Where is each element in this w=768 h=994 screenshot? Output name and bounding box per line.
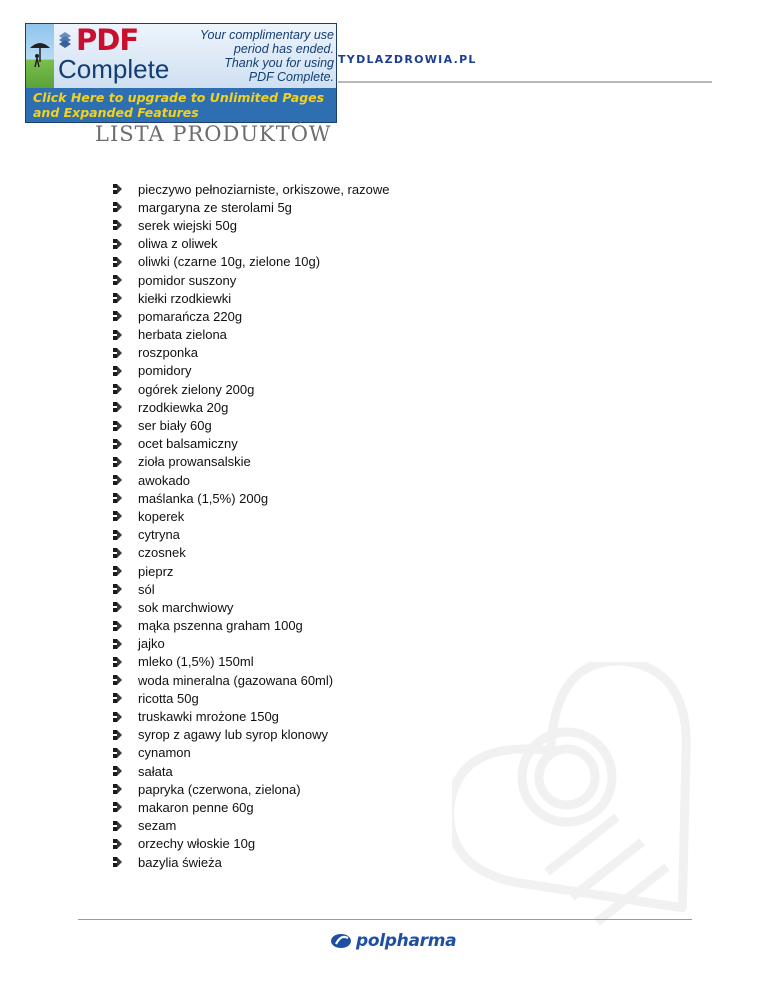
arrow-bullet-icon [112,820,123,832]
list-item [112,580,389,598]
arrow-bullet-icon [112,474,123,486]
arrow-bullet-icon [112,801,123,813]
product-name: bazylia świeża [138,854,222,870]
product-name: syrop z agawy lub syrop klonowy [138,727,329,743]
list-item [112,289,389,307]
list-item [112,544,389,562]
header-divider [338,81,712,83]
list-item [112,271,389,289]
arrow-bullet-icon [112,583,123,595]
arrow-bullet-icon [112,838,123,850]
product-name: herbata zielona [138,327,227,343]
list-item [112,562,389,580]
list-item [112,671,389,689]
list-item [112,744,389,762]
list-item [112,307,389,325]
arrow-bullet-icon [112,183,123,195]
arrow-bullet-icon [112,329,123,341]
arrow-bullet-icon [112,620,123,632]
product-name: papryka (czerwona, zielona) [138,781,301,797]
product-name: ser biały 60g [138,418,212,434]
product-name: kiełki rzodkiewki [138,290,232,306]
product-name: margaryna ze sterolami 5g [138,199,292,215]
page-title-text: LISTA PRODUKTÓW [95,122,332,141]
product-name: ogórek zielony 200g [138,381,255,397]
trial-ended-message: Your complimentary use period has ended. Thank you for using PDF Complete. [199,28,334,84]
arrow-bullet-icon [112,420,123,432]
list-item [112,489,389,507]
product-name: orzechy włoskie 10g [138,836,256,852]
list-item [112,198,389,216]
list-item [112,598,389,616]
list-item [112,853,389,871]
list-item [112,235,389,253]
list-item [112,526,389,544]
arrow-bullet-icon [112,856,123,868]
list-item [112,726,389,744]
banner-top-panel [26,24,336,88]
arrow-bullet-icon [112,292,123,304]
list-item [112,453,389,471]
product-name: truskawki mrożone 150g [138,709,279,725]
list-item [112,326,389,344]
arrow-bullet-icon [112,438,123,450]
product-name: koperek [138,508,185,524]
pdf-label: PDF [76,23,139,57]
product-name: ocet balsamiczny [138,436,238,452]
list-item [112,798,389,816]
arrow-bullet-icon [112,201,123,213]
arrow-bullet-icon [112,747,123,759]
heart-watermark-icon [452,662,752,952]
arrow-bullet-icon [112,274,123,286]
arrow-bullet-icon [112,238,123,250]
list-item [112,380,389,398]
list-item [112,689,389,707]
list-item [112,835,389,853]
product-name: cytryna [138,527,180,543]
page-title [95,119,335,141]
product-list [112,180,389,871]
product-name: pieczywo pełnoziarniste, orkiszowe, razowe [138,181,390,197]
product-name: sól [138,581,155,597]
list-item [112,762,389,780]
list-item [112,362,389,380]
arrow-bullet-icon [112,219,123,231]
product-name: maślanka (1,5%) 200g [138,490,269,506]
list-item [112,635,389,653]
arrow-bullet-icon [112,256,123,268]
product-name: pomarańcza 220g [138,308,243,324]
arrow-bullet-icon [112,401,123,413]
list-item [112,180,389,198]
product-name: sok marchwiowy [138,599,234,615]
footer-divider [78,919,692,920]
arrow-bullet-icon [112,383,123,395]
arrow-bullet-icon [112,456,123,468]
arrow-bullet-icon [112,783,123,795]
banner-illustration [26,24,54,88]
list-item [112,780,389,798]
product-name: sałata [138,763,173,779]
product-name: czosnek [138,545,186,561]
list-item [112,653,389,671]
arrow-bullet-icon [112,711,123,723]
product-name: sezam [138,818,177,834]
arrow-bullet-icon [112,765,123,777]
product-name: makaron penne 60g [138,799,254,815]
arrow-bullet-icon [112,674,123,686]
arrow-bullet-icon [112,365,123,377]
product-name: awokado [138,472,191,488]
arrow-bullet-icon [112,692,123,704]
polpharma-logo-text: polpharma [356,931,457,951]
product-name: pomidory [138,363,192,379]
product-name: cynamon [138,745,191,761]
list-item [112,253,389,271]
product-name: pomidor suszony [138,272,237,288]
product-name: serek wiejski 50g [138,217,237,233]
list-item [112,216,389,234]
arrow-bullet-icon [112,510,123,522]
list-item [112,817,389,835]
arrow-bullet-icon [112,638,123,650]
pdf-complete-banner[interactable] [25,23,337,123]
arrow-bullet-icon [112,729,123,741]
arrow-bullet-icon [112,656,123,668]
pdf-complete-logo [58,23,170,84]
pdf-stack-icon [58,31,72,49]
polpharma-mark-icon [330,932,352,950]
arrow-bullet-icon [112,529,123,541]
product-name: rzodkiewka 20g [138,399,229,415]
product-name: zioła prowansalskie [138,454,251,470]
arrow-bullet-icon [112,601,123,613]
arrow-bullet-icon [112,310,123,322]
polpharma-logo [330,931,456,951]
product-name: mleko (1,5%) 150ml [138,654,254,670]
umbrella-figure-icon [28,40,52,70]
list-item [112,507,389,525]
site-url: TYDLAZDROWIA.PL [338,53,477,66]
product-name: oliwa z oliwek [138,236,218,252]
product-name: pieprz [138,563,174,579]
upgrade-link[interactable]: Click Here to upgrade to Unlimited Pages and Expanded Features [33,90,325,120]
list-item [112,617,389,635]
product-name: roszponka [138,345,198,361]
arrow-bullet-icon [112,565,123,577]
list-item [112,398,389,416]
list-item [112,435,389,453]
product-name: ricotta 50g [138,690,199,706]
arrow-bullet-icon [112,492,123,504]
arrow-bullet-icon [112,347,123,359]
product-name: mąka pszenna graham 100g [138,618,303,634]
list-item [112,707,389,725]
product-name: oliwki (czarne 10g, zielone 10g) [138,254,321,270]
product-name: woda mineralna (gazowana 60ml) [138,672,334,688]
arrow-bullet-icon [112,547,123,559]
product-name: jajko [138,636,165,652]
complete-label: Complete [58,54,170,84]
list-item [112,344,389,362]
list-item [112,471,389,489]
list-item [112,416,389,434]
